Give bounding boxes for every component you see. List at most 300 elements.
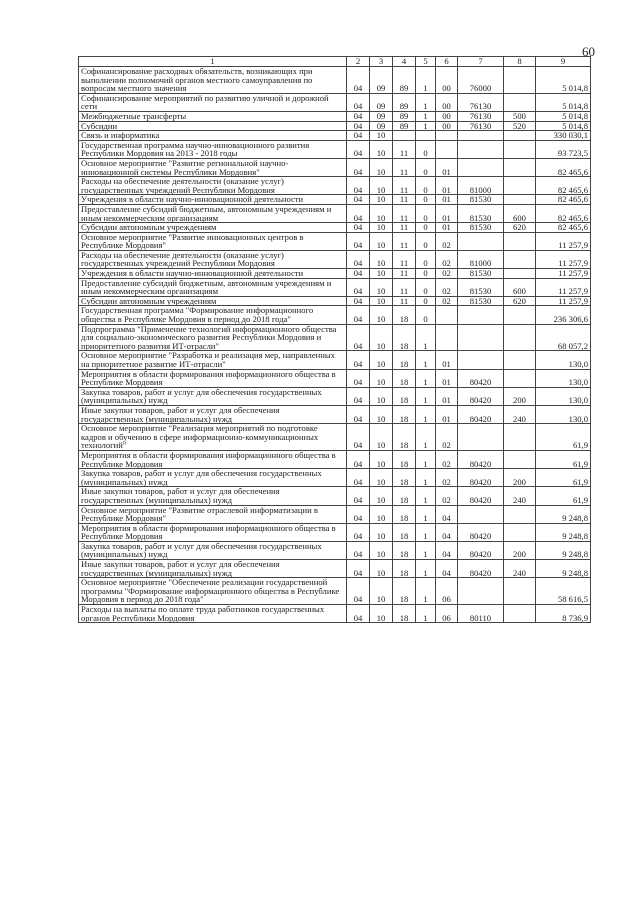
row-amount: 130,0 [536,369,591,387]
code-expense-type: 240 [504,560,536,578]
code-activity: 06 [436,578,458,605]
code-program: 18 [393,387,416,405]
code-subsection: 10 [370,469,393,487]
row-amount: 82 465,6 [536,223,591,233]
code-activity: 01 [436,405,458,423]
code-section: 04 [347,121,370,131]
code-activity [436,140,458,158]
code-expense-type [504,250,536,268]
code-subsection: 09 [370,67,393,94]
code-subsection: 10 [370,306,393,324]
table-row [79,387,591,405]
code-section: 04 [347,67,370,94]
code-program: 18 [393,523,416,541]
code-program: 11 [393,278,416,296]
code-activity [436,306,458,324]
code-program: 89 [393,67,416,94]
code-expense-type [504,269,536,279]
code-activity: 02 [436,232,458,250]
code-activity: 04 [436,541,458,559]
table-row [79,140,591,158]
code-program: 18 [393,324,416,351]
row-amount: 11 257,9 [536,296,591,306]
code-section: 04 [347,369,370,387]
row-amount: 5 014,8 [536,121,591,131]
code-subprogram: 1 [416,67,436,94]
code-direction: 81530 [458,278,504,296]
code-direction: 80420 [458,405,504,423]
code-direction: 81530 [458,296,504,306]
code-activity: 04 [436,523,458,541]
code-subsection: 10 [370,523,393,541]
table-row [79,93,591,111]
code-direction: 76000 [458,67,504,94]
code-section: 04 [347,111,370,121]
code-section: 04 [347,140,370,158]
code-expense-type [504,306,536,324]
code-subprogram: 1 [416,351,436,369]
row-name: Мероприятия в области формирования информационного общества в Республике Мордовия [79,523,347,541]
code-program: 11 [393,296,416,306]
code-program: 18 [393,405,416,423]
code-expense-type [504,351,536,369]
code-direction [458,158,504,176]
code-subsection: 10 [370,541,393,559]
code-expense-type: 500 [504,111,536,121]
code-expense-type [504,523,536,541]
code-direction [458,578,504,605]
code-subsection: 10 [370,140,393,158]
row-name: Предоставление субсидий бюджетным, автономным учреждениям и иным некоммерческим организациям [79,204,347,222]
code-subsection: 10 [370,387,393,405]
code-subprogram: 1 [416,387,436,405]
code-expense-type [504,232,536,250]
code-direction: 76130 [458,93,504,111]
row-amount: 11 257,9 [536,269,591,279]
code-direction: 81530 [458,269,504,279]
code-activity [436,324,458,351]
row-name: Мероприятия в области формирования информационного общества в Республике Мордовия [79,450,347,468]
code-program: 18 [393,306,416,324]
code-program: 11 [393,269,416,279]
table-row [79,232,591,250]
row-name: Субсидии [79,121,347,131]
code-subprogram: 0 [416,278,436,296]
row-name: Иные закупки товаров, работ и услуг для обеспечения государственных (муниципальных) нужд [79,405,347,423]
code-section: 04 [347,250,370,268]
code-expense-type [504,324,536,351]
code-direction: 80420 [458,387,504,405]
column-header: 2 [347,57,370,67]
row-amount: 130,0 [536,351,591,369]
code-direction: 80420 [458,469,504,487]
code-program: 11 [393,232,416,250]
row-amount: 330 030,1 [536,131,591,141]
row-name: Учреждения в области научно-инновационной деятельности [79,195,347,205]
column-header: 4 [393,57,416,67]
code-subprogram: 0 [416,232,436,250]
code-subprogram: 1 [416,93,436,111]
code-expense-type [504,195,536,205]
code-subsection: 10 [370,405,393,423]
code-program: 18 [393,541,416,559]
code-expense-type: 200 [504,541,536,559]
code-subprogram: 1 [416,541,436,559]
code-subsection: 10 [370,131,393,141]
code-direction: 80420 [458,541,504,559]
code-subsection: 10 [370,158,393,176]
code-direction: 80420 [458,487,504,505]
table-row [79,223,591,233]
code-direction [458,505,504,523]
row-amount: 58 616,5 [536,578,591,605]
row-name: Основное мероприятие "Развитие отраслевой информатизации в Республике Мордовия" [79,505,347,523]
row-name: Иные закупки товаров, работ и услуг для обеспечения государственных (муниципальных) нужд [79,487,347,505]
code-direction [458,131,504,141]
code-direction [458,232,504,250]
code-expense-type [504,93,536,111]
code-direction: 81000 [458,250,504,268]
code-subprogram: 0 [416,177,436,195]
code-expense-type: 520 [504,121,536,131]
code-subprogram: 0 [416,204,436,222]
code-subprogram: 1 [416,560,436,578]
code-subprogram: 0 [416,250,436,268]
table-row [79,177,591,195]
code-activity: 01 [436,387,458,405]
code-activity: 02 [436,250,458,268]
code-subsection: 10 [370,296,393,306]
row-name: Расходы на выплаты по оплате труда работников государственных органов Республики Мордовия [79,605,347,623]
code-subsection: 10 [370,278,393,296]
row-amount: 68 057,2 [536,324,591,351]
code-direction [458,424,504,451]
code-subprogram: 0 [416,195,436,205]
table-row [79,250,591,268]
code-activity: 02 [436,450,458,468]
code-section: 04 [347,469,370,487]
code-subsection: 10 [370,177,393,195]
row-amount: 82 465,6 [536,177,591,195]
row-name: Государственная программа научно-инновационного развития Республики Мордовия на 2013 - 2018 годы [79,140,347,158]
row-amount: 9 248,8 [536,541,591,559]
code-direction: 81000 [458,177,504,195]
code-subprogram: 1 [416,369,436,387]
code-program [393,131,416,141]
row-amount: 5 014,8 [536,67,591,94]
table-row [79,469,591,487]
code-subprogram: 1 [416,505,436,523]
code-section: 04 [347,232,370,250]
row-name: Софинансирование мероприятий по развитию уличной и дорожной сети [79,93,347,111]
budget-table [78,56,591,623]
table-row [79,560,591,578]
code-subprogram: 1 [416,121,436,131]
row-name: Предоставление субсидий бюджетным, автономным учреждениям и иным некоммерческим организациям [79,278,347,296]
code-activity [436,131,458,141]
code-subprogram: 1 [416,523,436,541]
column-header: 7 [458,57,504,67]
row-amount: 93 723,5 [536,140,591,158]
row-name: Софинансирование расходных обязательств, возникающих при выполнении полномочий органов местного самоуправления по вопросам местного значения [79,67,347,94]
code-activity: 01 [436,369,458,387]
row-amount: 61,9 [536,450,591,468]
code-subsection: 10 [370,351,393,369]
row-amount: 61,9 [536,487,591,505]
code-direction: 76130 [458,111,504,121]
code-activity: 04 [436,505,458,523]
code-expense-type: 200 [504,387,536,405]
row-name: Закупка товаров, работ и услуг для обеспечения государственных (муниципальных) нужд [79,387,347,405]
code-program: 11 [393,250,416,268]
code-subprogram: 1 [416,450,436,468]
column-header: 3 [370,57,393,67]
code-section: 04 [347,487,370,505]
row-name: Основное мероприятие "Обеспечение реализации государственной программы "Формирование информационного общества в Республике Мордовия в период до 2018 года" [79,578,347,605]
code-direction: 81530 [458,204,504,222]
code-program: 18 [393,505,416,523]
code-program: 18 [393,578,416,605]
table-row [79,450,591,468]
row-name: Расходы на обеспечение деятельности (оказание услуг) государственных учреждений Республики Мордовия [79,250,347,268]
row-name: Основное мероприятие "Развитие региональной научно-инновационной системы Республики Мордовия" [79,158,347,176]
code-expense-type: 200 [504,469,536,487]
code-direction [458,351,504,369]
code-direction: 81530 [458,195,504,205]
code-subsection: 10 [370,232,393,250]
code-section: 04 [347,177,370,195]
row-name: Расходы на обеспечение деятельности (оказание услуг) государственных учреждений Республики Мордовия [79,177,347,195]
code-expense-type: 240 [504,487,536,505]
column-header: 8 [504,57,536,67]
code-activity: 06 [436,605,458,623]
row-name: Мероприятия в области формирования информационного общества в Республике Мордовия [79,369,347,387]
row-amount: 236 306,6 [536,306,591,324]
row-name: Закупка товаров, работ и услуг для обеспечения государственных (муниципальных) нужд [79,541,347,559]
code-subsection: 10 [370,223,393,233]
code-activity: 00 [436,111,458,121]
code-activity: 02 [436,278,458,296]
code-subsection: 10 [370,204,393,222]
table-row [79,405,591,423]
code-subsection: 09 [370,93,393,111]
code-expense-type [504,578,536,605]
code-section: 04 [347,523,370,541]
code-subprogram: 0 [416,296,436,306]
code-expense-type [504,424,536,451]
row-amount: 11 257,9 [536,278,591,296]
code-subprogram: 0 [416,158,436,176]
code-section: 04 [347,324,370,351]
row-amount: 130,0 [536,405,591,423]
table-row [79,278,591,296]
code-direction: 80420 [458,523,504,541]
row-amount: 61,9 [536,469,591,487]
code-activity: 01 [436,195,458,205]
code-program: 18 [393,351,416,369]
code-subprogram: 1 [416,605,436,623]
code-expense-type [504,369,536,387]
code-subprogram: 1 [416,324,436,351]
code-section: 04 [347,269,370,279]
code-expense-type [504,505,536,523]
row-name: Основное мероприятие "Разработка и реализация мер, направленных на приоритетное развитие ИТ-отрасли" [79,351,347,369]
table-row [79,269,591,279]
code-subprogram: 0 [416,140,436,158]
column-header: 9 [536,57,591,67]
table-row [79,424,591,451]
code-program: 18 [393,605,416,623]
row-amount: 9 248,8 [536,505,591,523]
column-header: 6 [436,57,458,67]
table-row [79,158,591,176]
code-direction: 76130 [458,121,504,131]
code-subsection: 10 [370,605,393,623]
table-body [79,67,591,623]
code-program: 11 [393,140,416,158]
row-name: Основное мероприятие "Реализация мероприятий по подготовке кадров и обучению в сфере информационно-коммуникационных технологий" [79,424,347,451]
code-direction [458,306,504,324]
code-activity: 00 [436,121,458,131]
row-name: Государственная программа "Формирование информационного общества в Республике Мордовия в период до 2018 года" [79,306,347,324]
code-expense-type: 620 [504,296,536,306]
code-section: 04 [347,278,370,296]
table-row [79,296,591,306]
table-row [79,67,591,94]
code-subsection: 10 [370,269,393,279]
row-amount: 11 257,9 [536,250,591,268]
code-section: 04 [347,131,370,141]
code-activity: 02 [436,469,458,487]
code-program: 11 [393,223,416,233]
code-section: 04 [347,93,370,111]
code-subsection: 10 [370,369,393,387]
code-subprogram: 1 [416,424,436,451]
code-subprogram: 0 [416,223,436,233]
code-expense-type [504,605,536,623]
table-row [79,195,591,205]
code-subsection: 10 [370,195,393,205]
code-subsection: 10 [370,250,393,268]
row-amount: 9 248,8 [536,523,591,541]
code-subsection: 10 [370,424,393,451]
column-header: 5 [416,57,436,67]
code-section: 04 [347,505,370,523]
code-subprogram: 1 [416,405,436,423]
code-direction: 80420 [458,450,504,468]
row-amount: 82 465,6 [536,195,591,205]
code-subsection: 09 [370,121,393,131]
code-section: 04 [347,541,370,559]
code-program: 11 [393,177,416,195]
row-amount: 8 736,9 [536,605,591,623]
row-name: Подпрограмма "Применение технологий информационного общества для социально-экономического развития Республики Мордовия и приоритетного развития ИТ-отрасли" [79,324,347,351]
code-expense-type [504,140,536,158]
code-activity: 00 [436,93,458,111]
code-expense-type [504,158,536,176]
code-expense-type [504,177,536,195]
table-row [79,351,591,369]
code-expense-type: 240 [504,405,536,423]
code-section: 04 [347,195,370,205]
code-program: 18 [393,560,416,578]
row-name: Закупка товаров, работ и услуг для обеспечения государственных (муниципальных) нужд [79,469,347,487]
code-section: 04 [347,560,370,578]
code-subsection: 10 [370,578,393,605]
code-program: 18 [393,487,416,505]
table-row [79,369,591,387]
code-expense-type: 620 [504,223,536,233]
row-amount: 11 257,9 [536,232,591,250]
code-direction [458,140,504,158]
code-activity: 04 [436,560,458,578]
code-expense-type [504,450,536,468]
code-subsection: 09 [370,111,393,121]
code-activity: 01 [436,351,458,369]
code-direction [458,324,504,351]
row-amount: 5 014,8 [536,93,591,111]
table-row [79,306,591,324]
table-row [79,111,591,121]
code-direction: 81530 [458,223,504,233]
table-row [79,605,591,623]
code-section: 04 [347,204,370,222]
code-activity: 01 [436,204,458,222]
table-row [79,541,591,559]
table-row [79,578,591,605]
code-section: 04 [347,351,370,369]
code-program: 11 [393,204,416,222]
code-subsection: 10 [370,450,393,468]
code-activity: 01 [436,177,458,195]
row-name: Основное мероприятие "Развитие инновационных центров в Республике Мордовия" [79,232,347,250]
code-direction: 80110 [458,605,504,623]
row-amount: 82 465,6 [536,204,591,222]
code-subprogram: 1 [416,469,436,487]
code-section: 04 [347,578,370,605]
code-expense-type: 600 [504,278,536,296]
table-row [79,487,591,505]
code-subsection: 10 [370,324,393,351]
code-activity: 02 [436,424,458,451]
code-program: 89 [393,111,416,121]
code-expense-type: 600 [504,204,536,222]
row-name: Иные закупки товаров, работ и услуг для обеспечения государственных (муниципальных) нужд [79,560,347,578]
code-subsection: 10 [370,487,393,505]
code-program: 18 [393,369,416,387]
table-row [79,324,591,351]
row-name: Субсидии автономным учреждениям [79,223,347,233]
code-direction: 80420 [458,560,504,578]
row-amount: 61,9 [536,424,591,451]
code-subprogram [416,131,436,141]
code-program: 18 [393,424,416,451]
code-section: 04 [347,158,370,176]
code-program: 18 [393,469,416,487]
row-name: Учреждения в области научно-инновационной деятельности [79,269,347,279]
code-expense-type [504,67,536,94]
code-program: 89 [393,121,416,131]
code-activity: 01 [436,158,458,176]
code-activity: 01 [436,223,458,233]
code-subprogram: 0 [416,269,436,279]
code-subprogram: 0 [416,306,436,324]
code-subprogram: 1 [416,111,436,121]
table-row [79,121,591,131]
row-amount: 82 465,6 [536,158,591,176]
header-row [79,57,591,67]
code-section: 04 [347,306,370,324]
